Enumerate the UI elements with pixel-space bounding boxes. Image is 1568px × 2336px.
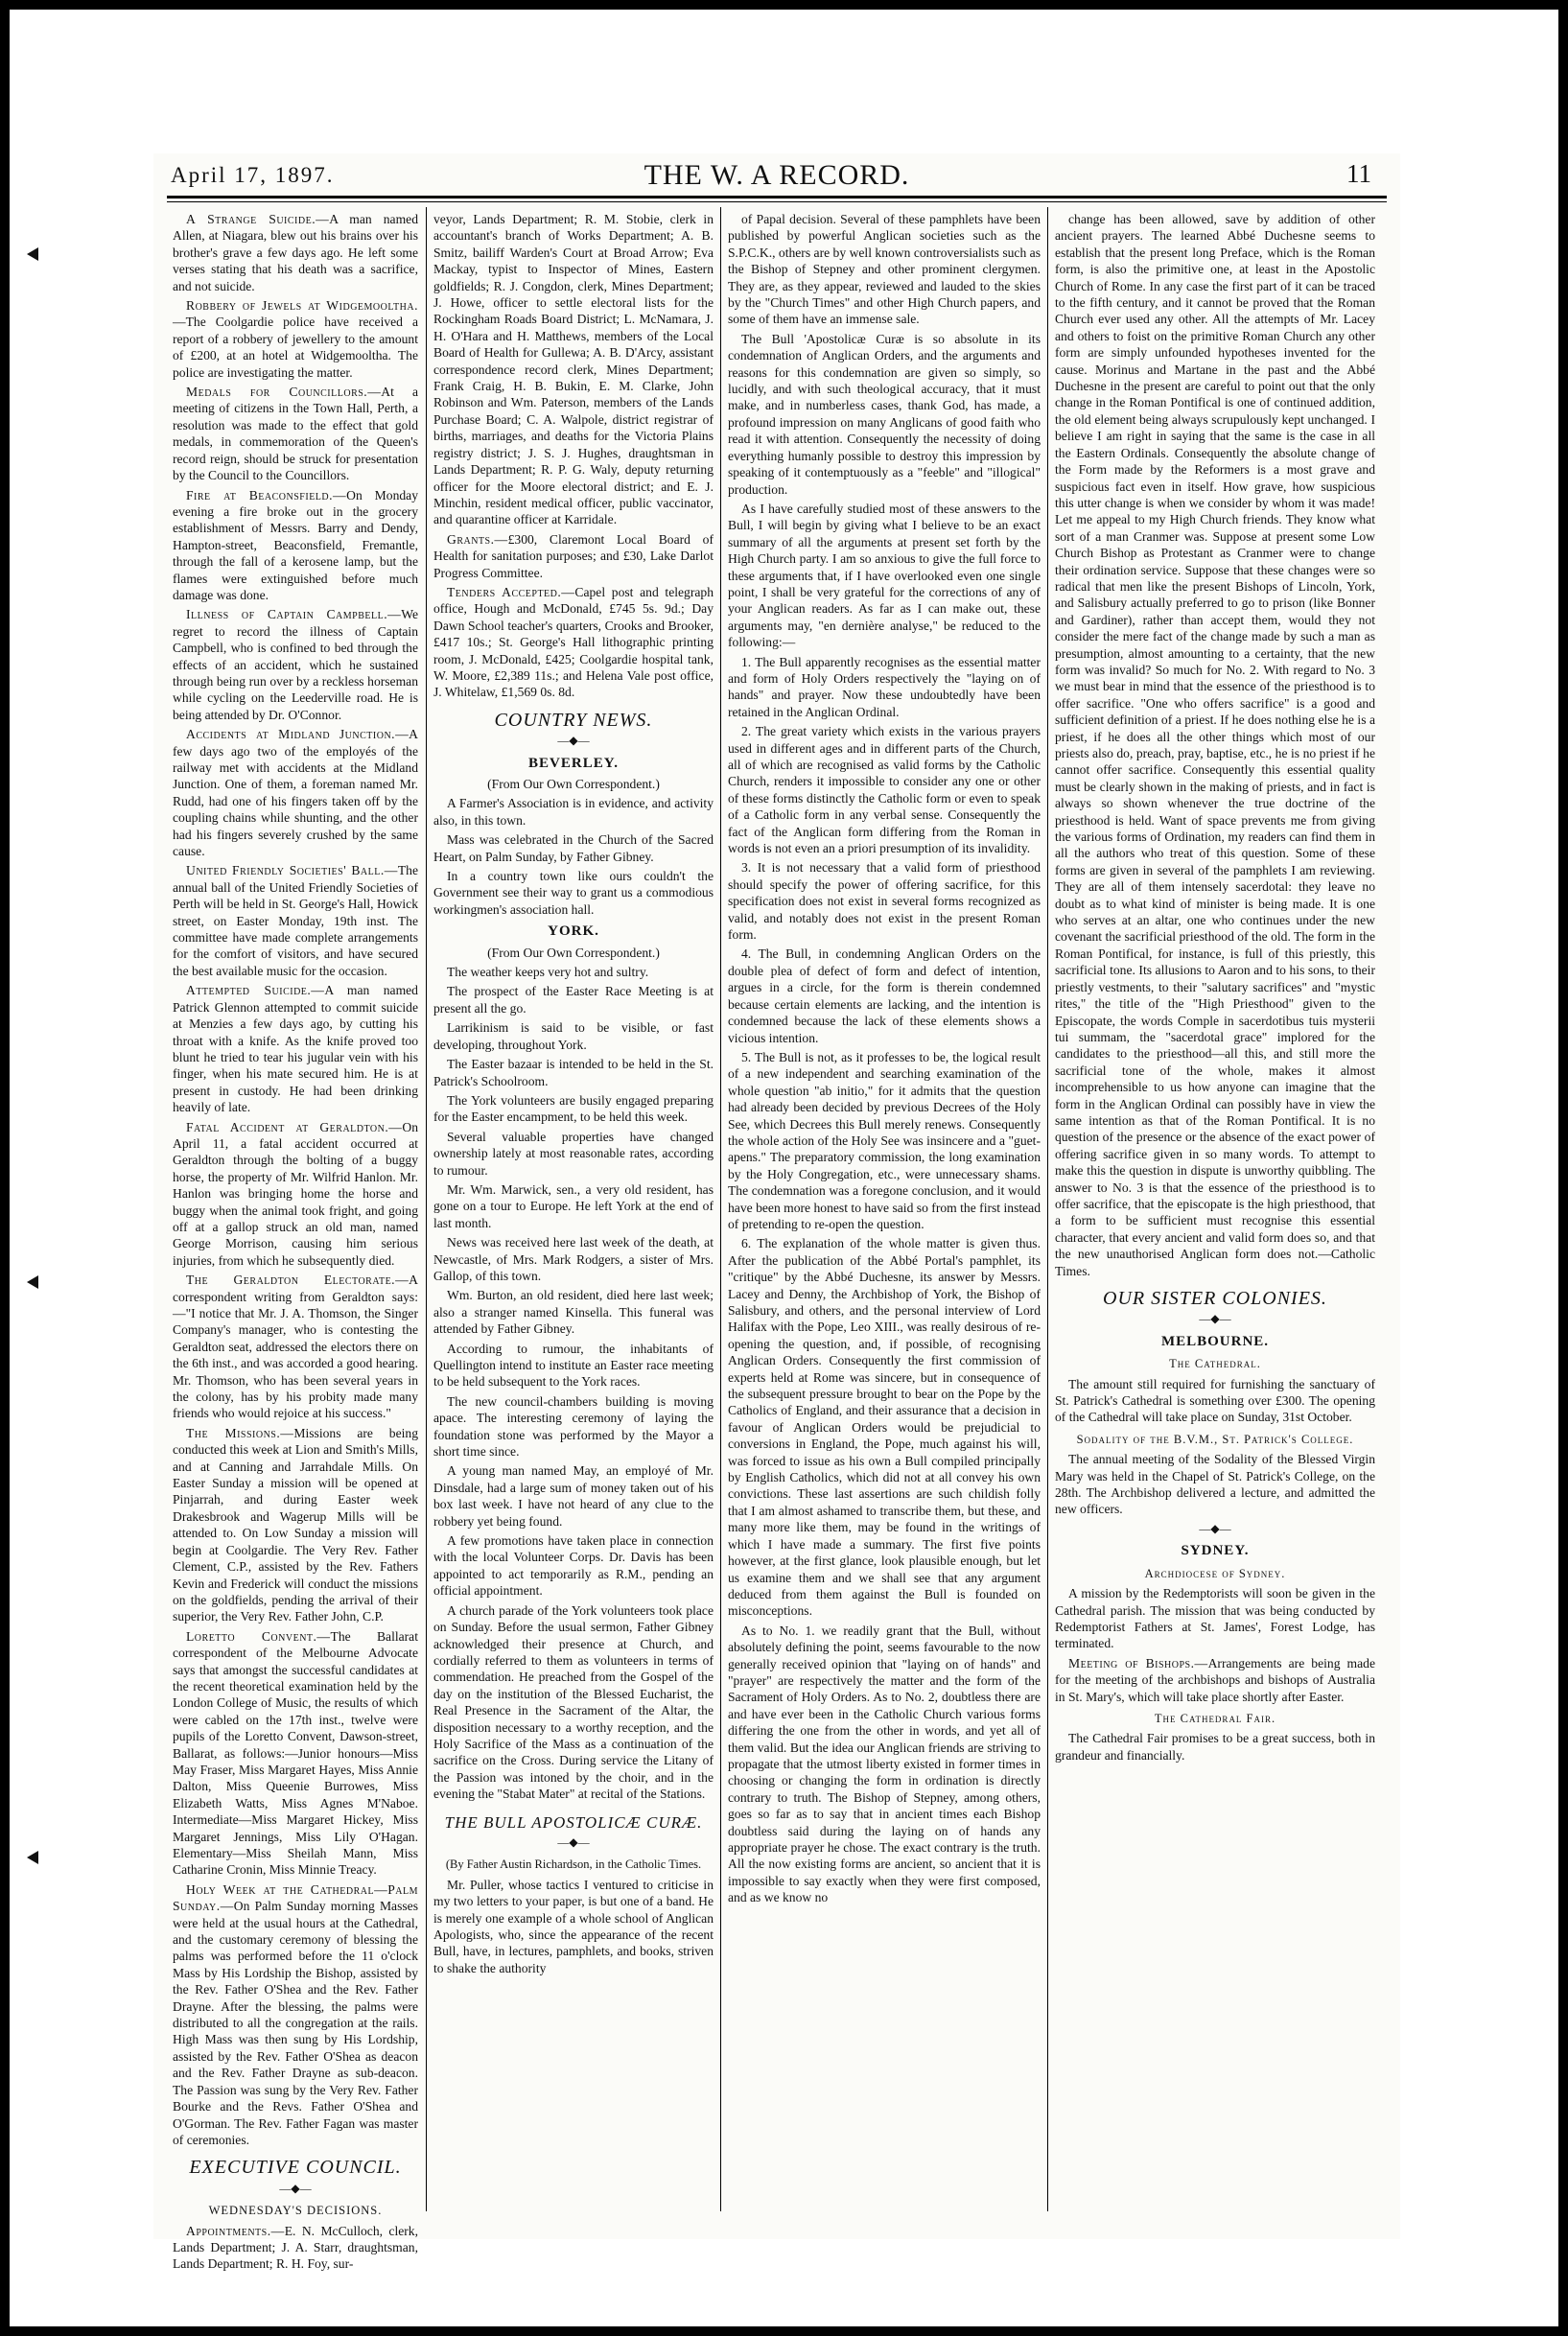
article-paragraph: A Farmer's Association is in evidence, and activity also, in this town.	[433, 796, 714, 828]
article-paragraph: The Bull 'Apostolicæ Curæ is so absolute in its condemnation of Anglican Orders, and the arguments and reasons for this condemnation are given so simply, so lucidly, and with such theological accuracy, that it must make, and in numberless cases, thank God, has made, a profound impression on many Anglicans of good faith who read it with attention. Consequently the necessity of doing everything humanly possible to destroy this impression by speaking of it contemptuously as a "feeble" and "illogical" production.	[728, 331, 1041, 497]
column-divider	[1047, 207, 1048, 2211]
beverley-byline: (From Our Own Correspondent.)	[487, 777, 660, 791]
paragraph-lead: United Friendly Societies' Ball.—	[186, 863, 398, 878]
article-paragraph	[173, 862, 418, 979]
executive-council-heading: EXECUTIVE COUNCIL.	[189, 2157, 402, 2179]
article-paragraph	[173, 982, 418, 1115]
paragraph-text: E. N. McCulloch, clerk, Lands Department; J. A. Starr, draughtsman, Lands Department; R. H. Foy, sur-	[173, 2223, 418, 2272]
cathedral-paragraph: The amount still required for furnishing the sanctuary of St. Patrick's Cathedral is something over £300. The opening of the Cathedral will take place on Sunday, 31st October.	[1055, 1376, 1375, 1425]
article-paragraph	[173, 297, 418, 381]
paragraph-text: At a meeting of citizens in the Town Hall, Perth, a resolution was made to the effect that gold medals, in commemoration of the Queen's record reign, should be struck for presentation by the Council to the Councillors.	[173, 385, 418, 483]
article-paragraph: 2. The great variety which exists in the various prayers used in different ages and in different parts of the Church, all of which are recognised as valid forms by the Catholic Church, renders it impossible to consider any one or other of these forms distinctly the Catholic form or even to speak of a Catholic form in any verbal sense. Consequently the fact of the Anglican form differing from the Roman in words is not even an a priori presumption of its invalidity.	[728, 724, 1041, 856]
paragraph-lead: The Geraldton Electorate.—	[186, 1273, 410, 1288]
paragraph-lead: Medals for Councillors.—	[186, 385, 382, 400]
article-paragraph	[173, 1119, 418, 1270]
archdiocese-paragraph: A mission by the Redemptorists will soon be given in the Cathedral parish. The mission that was being conducted by Redemptorist Fathers at St. James', Forest Lodge, has terminated.	[1055, 1586, 1375, 1651]
york-paragraphs	[433, 964, 714, 1803]
paragraph-text: On Monday evening a fire broke out in the grocery establishment of Messrs. Barry and Dendy, Hampton-street, Beaconsfield, Fremantle, through the fall of a kerosene lamp, but the flames were extinguished before much damage was done.	[173, 487, 418, 602]
article-paragraph	[173, 726, 418, 859]
paragraph-lead: Holy Week at the Cathedral—Palm Sunday.—	[173, 1881, 418, 1914]
paragraph-lead: Grants.—	[447, 531, 508, 547]
fair-subheading: The Cathedral Fair.	[1154, 1711, 1276, 1725]
column-1	[173, 211, 418, 2272]
sodality-paragraph: The annual meeting of the Sodality of the Blessed Virgin Mary was held in the Chapel of St. Patrick's College, on the 28th. The Archbishop delivered a lecture, and admitted the new officers.	[1055, 1452, 1375, 1517]
article-paragraph: Larrikinism is said to be visible, or fast developing, throughout York.	[433, 1020, 714, 1052]
binding-hole-icon	[27, 247, 38, 261]
ornament: —◆—	[557, 734, 590, 748]
issue-date: April 17, 1897.	[171, 163, 335, 187]
article-paragraph: A few promotions have taken place in connection with the local Volunteer Corps. Dr. Davis has been appointed to act temporarily as R.M., pending an official appointment.	[433, 1533, 714, 1599]
article-paragraph: The new council-chambers building is moving apace. The interesting ceremony of laying the foundation stone was performed by the Mayor a short time since.	[433, 1393, 714, 1460]
appointments-continued: veyor, Lands Department; R. M. Stobie, clerk in accountant's branch of Works Department; A. B. Smitz, bailiff Warden's Court at Broad Arrow; Eva Mackay, typist to Inspector of Mines, Eastern goldfields; R. J. Congdon, clerk, Mines Department; J. Howe, officer to settle electoral lists for the Rockingham Roads Board District; L. McNamara, J. H. O'Hara and H. Matthews, members of the Local Board of Health for Gullewa; A. B. D'Arcy, assistant correspondence record clerk, Mines Department; Frank Craig, H. B. Bukin, E. M. Clarke, John Robinson and Wm. Paterson, members of the Lands Purchase Board; C. A. Walpole, district registrar of births, marriages, and deaths for the Victoria Plains registry district; J. S. J. Hughes, draughtsman in Lands Department; R. P. G. Waly, deputy returning officer for the Moore electoral district; and E. J. Minchin, resident medical officer, public vaccinator, and quarantine officer at Karridale.	[433, 212, 714, 527]
binding-hole-icon	[27, 1275, 38, 1289]
paragraph-lead: A Strange Suicide.—	[186, 212, 330, 226]
paragraph-lead: Fatal Accident at Geraldton.—	[186, 1119, 403, 1134]
appointments-paragraph	[173, 2223, 418, 2273]
article-paragraph: The York volunteers are busily engaged preparing for the Easter encampment, to be held this week.	[433, 1092, 714, 1125]
paragraph-lead: Meeting of Bishops.—	[1068, 1655, 1208, 1670]
article-paragraph: Several valuable properties have changed ownership lately at most reasonable rates, according to rumour.	[433, 1129, 714, 1178]
fair-paragraph: The Cathedral Fair promises to be a great success, both in grandeur and financially.	[1055, 1731, 1375, 1763]
paragraph-lead: Robbery of Jewels at Widgemooltha.	[186, 298, 418, 314]
paragraph-text: Arrangements are being made for the meeting of the archbishops and bishops of Australia in St. Mary's, which will take place shortly after Easter.	[1055, 1655, 1375, 1704]
article-paragraph: According to rumour, the inhabitants of Quellington intend to institute an Easter race meeting to be held subsequent to the York races.	[433, 1341, 714, 1390]
paragraph-lead: Tenders Accepted.—	[447, 584, 575, 599]
news-items	[173, 211, 418, 2148]
paragraph-lead: Loretto Convent.—	[186, 1628, 331, 1644]
article-paragraph: Mr. Wm. Marwick, sen., a very old resident, has gone on a tour to Europe. He left York at the end of last month.	[433, 1181, 714, 1230]
paragraph-lead: Accidents at Midland Junction.—	[186, 727, 410, 742]
sodality-subheading: Sodality of the B.V.M., St. Patrick's College.	[1076, 1432, 1354, 1446]
paragraph-text: The Ballarat correspondent of the Melbourne Advocate says that amongst the successful candidates at the recent theoretical examination held by the London College of Music, the results of which were cabled on the 17th inst., twelve were pupils of the Loretto Convent, Dawson-street, Ballarat, as follows:—Junior honours—Miss May Fraser, Miss Margaret Hayes, Miss Annie Dalton, Miss Queenie Burrowes, Miss Elizabeth Watts, Miss Agnes M'Naboe. Intermediate—Miss Margaret Hickey, Miss Margaret Jennings, Miss Lily O'Hagan. Elementary—Miss Sheilah Mann, Miss Catharine Cronin, Miss Minnie Treacy.	[173, 1628, 418, 1878]
article-paragraph	[173, 1272, 418, 1422]
article-paragraph: of Papal decision. Several of these pamphlets have been published by powerful Anglican societies such as the S.P.C.K., others are by well known controversialists such as the Bishop of Stepney and other prominent clergymen. They are, as they appear, reviewed and lauded to the skies by the "Church Times" and other High Church papers, and some of them have an immense sale.	[728, 212, 1041, 327]
bull-article-continued	[728, 211, 1041, 1906]
binding-hole-icon	[27, 1851, 38, 1864]
paragraph-lead: Fire at Beaconsfield.—	[186, 487, 347, 502]
paragraph-text: The annual ball of the United Friendly Societies of Perth will be held in St. George's Hall, Howick street, on Easter Monday, 19th inst. The committee have made complete arrangements for the comfort of visitors, and have secured the best available music for the occasion.	[173, 863, 418, 978]
ornament: —◆—	[1199, 1312, 1231, 1326]
decisions-subheading: WEDNESDAY'S DECISIONS.	[208, 2204, 383, 2218]
sister-colonies-heading: OUR SISTER COLONIES.	[1103, 1288, 1327, 1309]
article-paragraph: Mass was celebrated in the Church of the Sacred Heart, on Palm Sunday, by Father Gibney.	[433, 832, 714, 864]
archdiocese-subheading: Archdiocese of Sydney.	[1144, 1566, 1286, 1580]
article-paragraph	[173, 606, 418, 723]
paragraph-text: A few days ago two of the employés of the railway met with accidents at the Midland Junction. One of them, a foreman named Mr. Rudd, had one of his fingers taken off by the coupling chains while shunting, and the other had his fingers severely crushed by the same cause.	[173, 727, 418, 859]
article-paragraph: In a country town like ours couldn't the Government see their way to grant us a commodious workingmen's association hall.	[433, 869, 714, 917]
article-paragraph: 4. The Bull, in condemning Anglican Orders on the double plea of defect of form and defect of intention, argues in a circle, for the form is therein condemned because certain elements are lacking, and the intention is condemned because the lack of these elements shows a vicious intention.	[728, 946, 1041, 1045]
column-2	[433, 211, 714, 2206]
beverley-heading: BEVERLEY.	[528, 755, 619, 771]
article-paragraph: 3. It is not necessary that a valid form of priesthood should specify the power of offering sacrifice, for this specification does not exist in several forms recognized as valid, and notably does not exist in the present Roman form.	[728, 860, 1041, 943]
paragraph-text: We regret to record the illness of Captain Campbell, who is confined to bed through the effects of an accident, which he sustained through being run over by a reckless horseman while cycling on the Leederville road. He is being attended by Dr. O'Connor.	[173, 607, 418, 722]
bull-article-conclusion	[1055, 211, 1375, 1279]
paragraph-lead: Illness of Captain Campbell.—	[186, 607, 402, 622]
paragraph-lead: The Missions.—	[186, 1425, 294, 1440]
article-paragraph: The weather keeps very hot and sultry.	[447, 965, 649, 980]
bishops-paragraph	[1055, 1655, 1375, 1705]
article-paragraph: As I have carefully studied most of these answers to the Bull, I will begin by giving what I believe to be an exact summary of all the arguments at present set forth by the High Church party. I am so anxious to give the full force to these arguments that, if I have overlooked even one single point, I shall be very grateful for the corrections of any of your Anglican readers. As far as I can make out, these arguments may, "en dernière analyse," be reduced to the following:—	[728, 501, 1041, 650]
masthead-title: THE W. A RECORD.	[644, 159, 910, 191]
article-paragraph: News was received here last week of the death, at Newcastle, of Mrs. Mark Rodgers, a sister of Mrs. Gallop, of this town.	[433, 1235, 714, 1283]
column-divider	[426, 207, 427, 2211]
ornament: —◆—	[1199, 1521, 1231, 1535]
article-paragraph	[173, 211, 418, 294]
column-4	[1055, 211, 1375, 2206]
ornament: —◆—	[557, 1834, 590, 1849]
article-paragraph: A church parade of the York volunteers took place on Sunday. Before the usual sermon, Father Gibney acknowledged their presence at Church, and cordially referred to them as volunteers in terms of commendation. He preached from the Gospel of the day on the institution of the Blessed Eucharist, the Real Presence in the Sacrament of the Altar, the disposition necessary to a worthy reception, and the Holy Sacrifice of the Mass as a continuation of the sacrifice on the Cross. During service the Litany of the Passion was intoned by the choir, and in the evening the "Stabat Mater" at recital of the Stations.	[433, 1602, 714, 1802]
paragraph-text: A man named Patrick Glennon attempted to commit suicide at Menzies a few days ago, by cutting his throat with a knife. As the knife proved too blunt he tried to tear his jugular vein with his finger, when his mate secured him. He is at present in custody. He had been drinking heavily of late.	[173, 983, 418, 1115]
article-paragraph: As to No. 1. we readily grant that the Bull, without absolutely defining the point, seems favourable to the now generally received opinion that "laying on of hands" and "prayer" are respectively the matter and the form of the Sacrament of Holy Orders. As to No. 2, doubtless there are and have ever been in the Catholic Church various forms differing the one from the other in words, and yet all of them valid. But the idea our Anglican friends are striving to propagate that the utmost liberty existed in former times in choosing or changing the form in ordination is directly contrary to truth. The Bishop of Stepney, among others, goes so far as to say that in ancient times each Bishop doubtless said during the laying on of hands any appropriate prayer he chose. The exact contrary is the truth. All the now existing forms are ancient, so ancient that it is impossible to say exactly when they were first composed, and as we know no	[728, 1623, 1041, 1905]
paragraph-text: Capel post and telegraph office, Hough and McDonald, £745 5s. 9d.; Day Dawn School teacher's quarters, Crooks and Brooker, £417 10s.; St. George's Hall lithographic printing room, J. McDonald, £425; Coolgardie hospital tank, W. Moore, £2,389 11s.; and Helena Vale post office, J. Whitelaw, £1,569 0s. 8d.	[433, 584, 714, 700]
article-paragraph	[173, 1881, 418, 2149]
paragraph-text: Missions are being conducted this week at Lion and Smith's Mills, and at Canning and Jarrahdale Mills. On Easter Sunday a mission will be opened at Pinjarrah, and during Easter week Drakesbrook and Wagerup Mills will be attended to. On Low Sunday a mission will begin at Coolgardie. The Very Rev. Father Clement, C.P., assisted by the Rev. Fathers Kevin and Frederick will conduct the missions on the goldfields, pending the arrival of their superior, the Very Rev. Father John, C.P.	[173, 1425, 418, 1624]
paragraph-text: £300, Claremont Local Board of Health for sanitation purposes; and £30, Lake Darlot Progress Committee.	[433, 531, 714, 580]
tenders-paragraph	[433, 584, 714, 701]
paragraph-text: A correspondent writing from Geraldton says:—"I notice that Mr. J. A. Thomson, the Singer Company's manager, who is contesting the Geraldton seat, addressed the electors there on the 6th inst., and was accorded a good hearing. Mr. Thomson, who has been several years in the colony, has by his probity made many friends who would rejoice at his success."	[173, 1273, 418, 1421]
ornament: —◆—	[279, 2181, 312, 2195]
page-header	[169, 159, 1385, 192]
grants-paragraph	[433, 531, 714, 581]
column-3	[728, 211, 1041, 2206]
article-paragraph: change has been allowed, save by addition of other ancient prayers. The learned Abbé Duchesne seems to establish that the present long Preface, which is the Roman form, is also the primitive one, at least in the Apostolic Church of Rome. In any case the first part of it can be traced to the fifth century, and it cannot be proved that the Roman Church ever used any other. All the attempts of Mr. Lacey and others to foist on the primitive Roman Church any other form are simply unfounded hypotheses invented for the cause. Morinus and Martane in the past and the Abbé Duchesne in the present are careful to point out that the only change in the Roman Pontifical is one of continued addition, the old element being always scrupulously kept unchanged. I believe I am right in saying that the same is the case in all the Eastern Ordinals. Consequently the absolute change of the Form made by the Reformers is a most grave and suspicious fact even in itself. How grave, how suspicious this utter change is when we consider by whom it was made! Let me appeal to my High Church friends. They know what sort of a man Cranmer was. Suppose at present some Low Church Bishop as Protestant as Cranmer were to change their ordination service. Suppose that these changes were so radical that men like the present Bishops of Lincoln, York, and Salisbury actually preferred to go to prison (like Bonner and Gardiner), rather than accept them, would they not consider the mere fact of the change made by such a man as presumption, almost amounting to a certainty, that the new form was invalid? So much for No. 2. With regard to No. 3 we must bear in mind that the essence of the priesthood is to offer sacrifice. "One who offers sacrifice" is a good and sufficient definition of a priest. If he does nothing else he is a priest, if he does all the other things which most of our priests also do, preach, pray, baptise, etc., he is no priest if he cannot offer sacrifice. Consequently this essential quality must be clearly shown in the making of priests, and in fact is always so shown whenever the true doctrine of the priesthood is held. Want of space prevents me from giving the various forms of Ordination, my readers can find them in all the authors who treat of this question. Some of these forms are given in several of the pamphlets I am reviewing. They are all of them intensely sacerdotal: they leave no doubt as to what kind of minister is being made. It is one who serves at an altar, one who continues under the new covenant the sacrificial priesthood of the old. The form in the Roman Pontifical, for instance, is full of this priestly, this sacrificial tone. Its allusions to Aaron and to his sons, to their priestly vestments, to their "salutary sacrifices" and "mystic rites," the title of the "High Priesthood" given to the Episcopate, the words Comple in sacerdotibus tuis mysterii tui summam, the "sacerdotal grace" implored for the candidates to the priesthood—all this, and still more the sacrificial tone of the whole, makes it almost incomprehensible to us how anyone can imagine that the form in the Anglican Ordinal can possibly have in view the same intention as that of the Roman Pontifical. It is no question of the presence or the absence of the exact power of offering sacrifice given in so many words. To attempt to make this the question in dispute is unworthy quibbling. The answer to No. 3 is that the essence of the priesthood is to offer sacrifice, that the episcopate is the high priesthood, that a form to be sufficient must recognise this essential character, that every ancient and valid form does so, and that the new unauthorised Anglican form does not.—Catholic Times.	[1055, 212, 1375, 1278]
bull-byline: (By Father Austin Richardson, in the Catholic Times.	[445, 1857, 702, 1872]
article-paragraph	[173, 1425, 418, 1625]
york-byline: (From Our Own Correspondent.)	[487, 945, 660, 960]
paragraph-text: On April 11, a fatal accident occurred at Geraldton through the bolting of a buggy horse, the property of Mr. Wilfrid Hanlon. Mr. Hanlon was bringing home the horse and buggy when the animal took fright, and going off at a gallop struck an old man, named George Morrison, causing him serious injuries, from which he subsequently died.	[173, 1119, 418, 1268]
melbourne-heading: MELBOURNE.	[1160, 1333, 1270, 1349]
article-paragraph	[173, 487, 418, 604]
article-paragraph	[173, 384, 418, 483]
bull-heading: THE BULL APOSTOLICÆ CURÆ.	[444, 1812, 703, 1832]
paragraph-text: On Palm Sunday morning Masses were held at the usual hours at the Cathedral, and the customary ceremony of blessing the palms was performed before the 11 o'clock Mass by His Lordship the Bishop, assisted by the Rev. Father O'Shea and the Rev. Father Drayne. After the blessing, the palms were distributed to all the congregation at the rails. High Mass was then sung by His Lordship, assisted by the Rev. Father O'Shea as deacon and the Rev. Father Drayne as sub-deacon. The Passion was sung by the Very Rev. Father Bourke and the Revs. Father O'Shea and O'Gorman. The Rev. Father Fagan was master of ceremonies.	[173, 1899, 418, 2147]
bull-intro: Mr. Puller, whose tactics I ventured to criticise in my two letters to your paper, is but one of a band. He is merely one example of a whole school of Anglican Apologists, who, since the appearance of the recent Bull, have, in lectures, pamphlets, and books, striven to shake the authority	[433, 1877, 714, 1975]
header-rule	[167, 196, 1387, 199]
paragraph-lead: Attempted Suicide.—	[186, 983, 325, 998]
article-paragraph: 1. The Bull apparently recognises as the essential matter and form of Holy Orders respectively the "laying on of hands" and prayer. Now these undoubtedly have been retained in the Anglican Ordinal.	[728, 654, 1041, 719]
article-paragraph: 5. The Bull is not, as it professes to be, the logical result of a new independent and searching examination of the whole question "ab initio," for it admits that the question had already been decided by previous Decrees of the Holy See, which Decrees this Bull merely renews. Consequently the whole action of the Holy See was insincere and a "guet-apens." The preparatory commission, the long examination by the Holy Congregation, etc., were unnecessary shams. The condemnation was a foregone conclusion, and it would have been more honest to have said so from the first instead of pretending to re-open the question.	[728, 1049, 1041, 1231]
country-news-heading: COUNTRY NEWS.	[494, 709, 653, 731]
column-divider	[720, 207, 721, 2211]
article-paragraph: A young man named May, an employé of Mr. Dinsdale, had a large sum of money taken out of his box last week. I have not heard of any clue to the robbery yet being found.	[433, 1463, 714, 1529]
article-paragraph	[173, 1628, 418, 1879]
article-paragraph: The prospect of the Easter Race Meeting is at present all the go.	[433, 984, 714, 1016]
sydney-heading: SYDNEY.	[1181, 1543, 1250, 1559]
york-heading: YORK.	[548, 923, 599, 940]
page-number: 11	[1346, 159, 1371, 188]
paragraph-lead: Appointments.—	[186, 2223, 285, 2238]
header-rule-thin	[167, 201, 1387, 202]
beverley-paragraphs	[433, 795, 714, 918]
paragraph-text: —The Coolgardie police have received a report of a robbery of jewellery to the amount of £200, at an hotel at Widgemooltha. The police are investigating the matter.	[173, 315, 418, 380]
cathedral-subheading: The Cathedral.	[1169, 1357, 1261, 1371]
paragraph-text: A man named Allen, at Niagara, blew out his brains over his brother's grave a few days ago. He left some verses stating that his death was a sacrifice, and not suicide.	[173, 212, 418, 293]
article-paragraph: Wm. Burton, an old resident, died here last week; also a stranger named Kinsella. This funeral was attended by Father Gibney.	[433, 1288, 714, 1337]
article-paragraph: 6. The explanation of the whole matter is given thus. After the publication of the Abbé Portal's pamphlet, its "critique" by the Abbé Duchesne, its answer by Messrs. Lacey and Denny, the Archbishop of York, the Bishop of Salisbury, and others, and the personal interview of Lord Halifax with the Pope, Leo XIII., was really desirous of re-opening the question, and, if possible, of recognising Anglican Orders. Consequently the first commission of experts held at Rome was sincere, but in consequence of the subsequent pressure brought to bear on the Pope by the Catholics of England, and their assurance that a decision in favour of Anglican Orders would be prejudicial to conversions in England, the Pope, much against his will, was forced to issue as his own a Bull compiled principally by English Catholics, which did not at all convey his own convictions. These last assertions are such childish folly that I am almost ashamed to transcribe them, but these, and many more like them, may be found in the writings of which I have made a summary. The first five points however, at the first glance, look plausible enough, but let us examine them and we shall see that any argument deduced from them against the Bull is founded on misconceptions.	[728, 1236, 1041, 1619]
article-paragraph: The Easter bazaar is intended to be held in the St. Patrick's Schoolroom.	[433, 1057, 714, 1088]
